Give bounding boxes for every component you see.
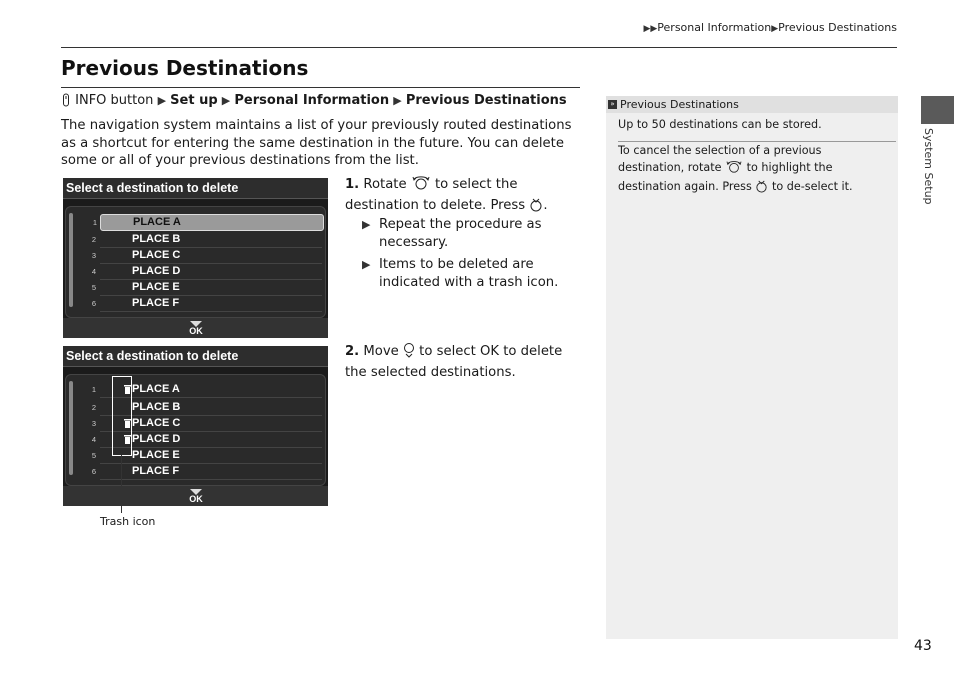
step-text: . [543,197,548,213]
triangle-icon: ▶ [362,218,371,231]
side-note-panel [606,96,898,639]
row-label: PLACE C [132,249,181,261]
list-item[interactable] [91,416,322,432]
step-1-note [362,216,582,251]
scrollbar[interactable] [69,381,73,475]
list-item[interactable] [91,248,322,264]
row-number: 5 [91,451,96,460]
step-number: 1. [345,177,360,192]
row-label: PLACE B [132,401,181,413]
row-label: PLACE A [132,383,180,395]
triangle-icon: ▶ [393,94,402,107]
ok-label: OK [189,494,203,504]
row-label: PLACE D [132,433,181,445]
note-text: to highlight the destination again. Press [618,161,833,193]
list-item[interactable] [91,400,322,416]
breadcrumb-item: Previous Destinations [778,21,897,34]
note-text: Items to be deleted are indicated with a trash icon. [379,257,559,290]
page-number: 43 [914,638,932,654]
side-note-title: Previous Destinations [620,98,739,111]
triangle-icon: ▶ [362,258,371,271]
row-number: 6 [91,299,96,308]
row-number: 3 [91,251,96,260]
step-text: Move [363,344,399,359]
nav-start: INFO button [75,93,154,108]
side-note-rule [618,141,896,142]
triangle-icon: ▶ [771,24,779,34]
list-item[interactable] [91,382,322,398]
triangle-icon: ▶▶ [643,24,658,34]
scrollbar[interactable] [69,213,73,307]
row-label: PLACE F [132,297,180,309]
row-label: PLACE D [132,265,181,277]
intro-paragraph: The navigation system maintains a list of your previously routed destinations as a shortcut for entering the same destination in the future. You can delete some or all of your previous destinations from the list. [61,118,572,168]
info-button-icon [61,93,71,111]
nav-screen-2 [63,346,328,506]
destination-list-panel [65,374,326,486]
note-text: Repeat the procedure as necessary. [379,217,542,250]
side-note-text [618,143,890,198]
nav-step: Personal Information [234,93,390,108]
note-text: to de-select it. [771,180,853,193]
row-number: 2 [91,403,96,412]
list-item[interactable] [91,448,322,464]
row-number: 6 [91,467,96,476]
row-label: PLACE A [133,216,181,228]
screen-header: Select a destination to delete [63,178,328,199]
row-number: 5 [91,283,96,292]
step-text: to select [419,344,476,359]
nav-screen-1 [63,178,328,338]
row-number: 1 [92,218,97,227]
page-title: Previous Destinations [61,56,309,80]
nav-path [61,93,567,111]
list-item[interactable] [91,232,322,248]
move-down-icon [403,342,415,364]
screen-footer [63,318,328,338]
ok-label: OK [189,326,203,336]
row-label: PLACE B [132,233,181,245]
note-text: To cancel the selection of a previous destination, rotate [618,144,822,174]
step-2 [345,342,581,381]
press-knob-icon [755,179,768,198]
list-item[interactable] [92,214,324,231]
section-tab[interactable] [921,96,954,124]
step-number: 2. [345,344,360,359]
row-number: 3 [91,419,96,428]
nav-step: Set up [170,93,218,108]
rotate-knob-icon [411,174,431,197]
screen-header: Select a destination to delete [63,346,328,367]
trash-callout-box [112,376,132,456]
triangle-icon: ▶ [157,94,167,107]
row-label: PLACE E [132,449,180,461]
rotate-knob-icon [725,159,743,179]
step-text: Rotate [363,177,407,192]
destination-list-panel [65,206,326,318]
list-item[interactable] [91,432,322,448]
row-label: PLACE E [132,281,180,293]
row-number: 2 [91,235,96,244]
step-text: to delete the selected destinations. [345,344,563,380]
side-note-heading [606,96,898,113]
screen-footer [63,486,328,506]
side-note-text: Up to 50 destinations can be stored. [618,118,822,131]
title-rule [61,87,580,88]
list-item[interactable] [91,280,322,296]
ok-text: OK [480,344,500,359]
list-item[interactable] [91,464,322,480]
triangle-icon: ▶ [221,94,231,107]
list-item[interactable] [91,264,322,280]
row-number: 1 [91,385,96,394]
ok-button[interactable] [186,321,206,336]
step-text: to select the destination to delete. Press [345,177,526,213]
header-rule [61,47,897,48]
step-1-note [362,256,582,291]
note-icon: » [608,100,617,109]
row-label: PLACE F [132,465,180,477]
step-1 [345,174,580,217]
ok-button[interactable] [186,489,206,504]
press-knob-icon [529,197,543,218]
callout-line [121,455,122,513]
nav-step: Previous Destinations [405,93,567,108]
trash-icon-caption: Trash icon [100,515,156,528]
row-number: 4 [91,435,96,444]
section-tab-label: System Setup [922,128,935,205]
row-number: 4 [91,267,96,276]
list-item[interactable] [91,296,322,312]
row-label: PLACE C [132,417,181,429]
breadcrumb-item: Personal Information [657,21,772,34]
breadcrumb [643,21,897,34]
